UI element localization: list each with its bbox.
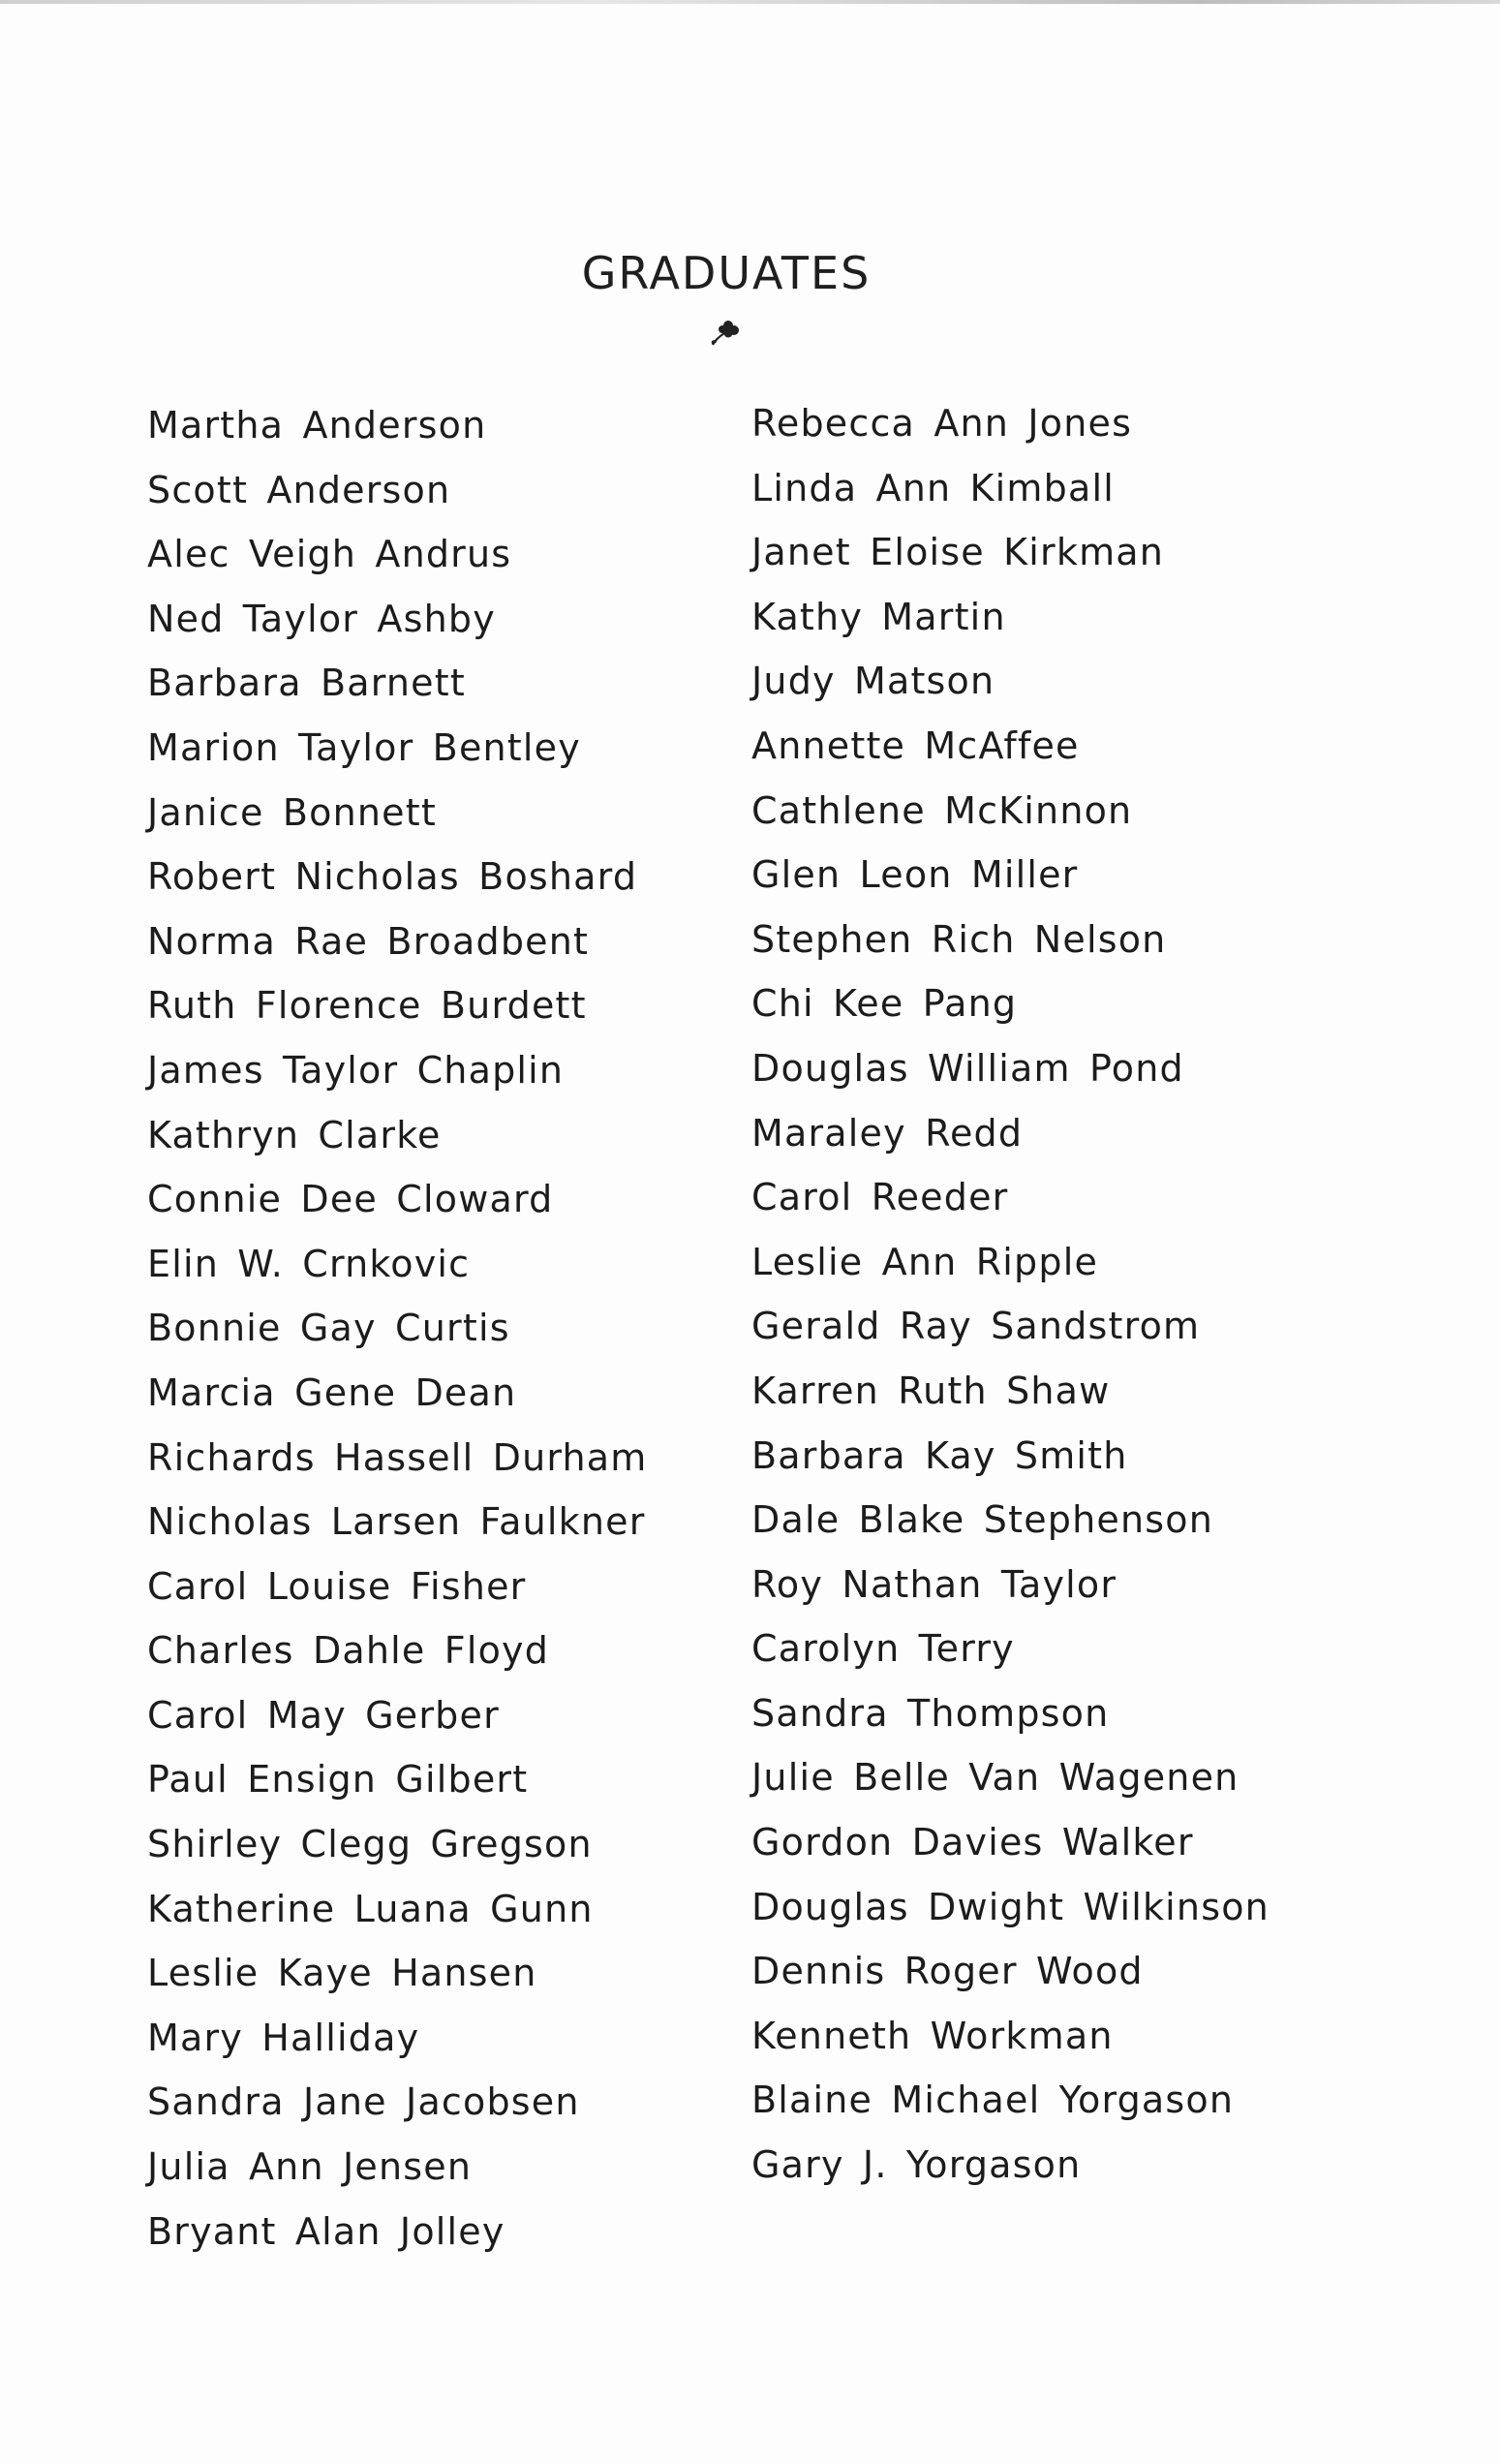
graduate-name: Nicholas Larsen Faulkner (147, 1500, 646, 1544)
graduate-name: Bonnie Gay Curtis (147, 1307, 510, 1350)
graduate-name: Richards Hassell Durham (147, 1435, 648, 1479)
graduate-name: Kathy Martin (751, 595, 1006, 638)
graduate-name: Bryant Alan Jolley (147, 2209, 505, 2253)
graduates-list-left (147, 393, 648, 2264)
graduate-name: Chi Kee Pang (751, 982, 1018, 1026)
graduate-name: Carol Louise Fisher (147, 1564, 527, 1608)
graduate-name: Janice Bonnett (147, 790, 437, 834)
graduate-name: Marion Taylor Bentley (147, 725, 581, 769)
graduate-name: Sandra Jane Jacobsen (147, 2080, 580, 2124)
graduate-name: Robert Nicholas Boshard (147, 855, 638, 899)
graduate-name: Gerald Ray Sandstrom (751, 1305, 1201, 1348)
graduate-name: Barbara Kay Smith (751, 1433, 1128, 1477)
graduate-name: Carol May Gerber (147, 1693, 500, 1737)
graduate-name: Linda Ann Kimball (751, 466, 1115, 509)
graduate-name: Maraley Redd (751, 1111, 1024, 1155)
flower-ornament-icon (707, 312, 746, 351)
graduate-name: Gary J. Yorgason (751, 2143, 1082, 2187)
graduate-name: Cathlene McKinnon (751, 788, 1133, 832)
page-title: GRADUATES (581, 246, 872, 299)
graduate-name: Julia Ann Jensen (147, 2145, 473, 2189)
graduate-name: Scott Anderson (147, 468, 451, 511)
graduate-name: Dale Blake Stephenson (751, 1498, 1213, 1542)
graduate-name: Connie Dee Cloward (147, 1178, 554, 1221)
graduate-name: Leslie Kaye Hansen (147, 1952, 537, 1995)
graduate-name: Carolyn Terry (751, 1627, 1015, 1671)
graduate-name: Norma Rae Broadbent (147, 919, 590, 963)
graduate-name: Charles Dahle Floyd (147, 1629, 550, 1673)
graduate-name: Judy Matson (751, 660, 995, 703)
graduate-name: Paul Ensign Gilbert (147, 1758, 529, 1802)
graduate-name: Sandra Thompson (751, 1691, 1110, 1735)
graduate-name: Gordon Davies Walker (751, 1821, 1194, 1864)
graduates-list-right (751, 391, 1270, 2198)
graduate-name: Ruth Florence Burdett (147, 984, 587, 1028)
graduate-name: Martha Anderson (147, 404, 487, 447)
graduate-name: Blaine Michael Yorgason (751, 2079, 1235, 2122)
graduate-name: Kathryn Clarke (147, 1113, 442, 1156)
graduate-name: Douglas Dwight Wilkinson (751, 1885, 1270, 1928)
graduate-name: Barbara Barnett (147, 662, 466, 705)
graduate-name: Annette McAffee (751, 724, 1080, 767)
graduate-name: Dennis Roger Wood (751, 1950, 1144, 1993)
graduate-name: Kenneth Workman (751, 2014, 1114, 2057)
graduate-name: Ned Taylor Ashby (147, 597, 496, 640)
graduate-name: Katherine Luana Gunn (147, 1887, 594, 1930)
graduate-name: Mary Halliday (147, 2016, 420, 2059)
graduate-name: Rebecca Ann Jones (751, 402, 1133, 445)
graduate-name: Glen Leon Miller (751, 853, 1079, 897)
graduate-name: Leslie Ann Ripple (751, 1240, 1099, 1283)
graduate-name: Marcia Gene Dean (147, 1371, 517, 1414)
graduate-name: Douglas William Pond (751, 1046, 1184, 1090)
graduate-name: Karren Ruth Shaw (751, 1369, 1111, 1412)
graduate-name: Shirley Clegg Gregson (147, 1823, 593, 1866)
page-top-edge (0, 0, 1500, 4)
graduate-name: James Taylor Chaplin (147, 1048, 565, 1092)
graduate-name: Roy Nathan Taylor (751, 1562, 1117, 1606)
graduate-name: Carol Reeder (751, 1176, 1009, 1219)
graduate-name: Janet Eloise Kirkman (751, 531, 1165, 574)
graduate-name: Julie Belle Van Wagenen (751, 1756, 1240, 1800)
graduate-name: Alec Veigh Andrus (147, 533, 512, 576)
graduate-name: Elin W. Crnkovic (147, 1242, 471, 1285)
graduate-name: Stephen Rich Nelson (751, 917, 1167, 961)
